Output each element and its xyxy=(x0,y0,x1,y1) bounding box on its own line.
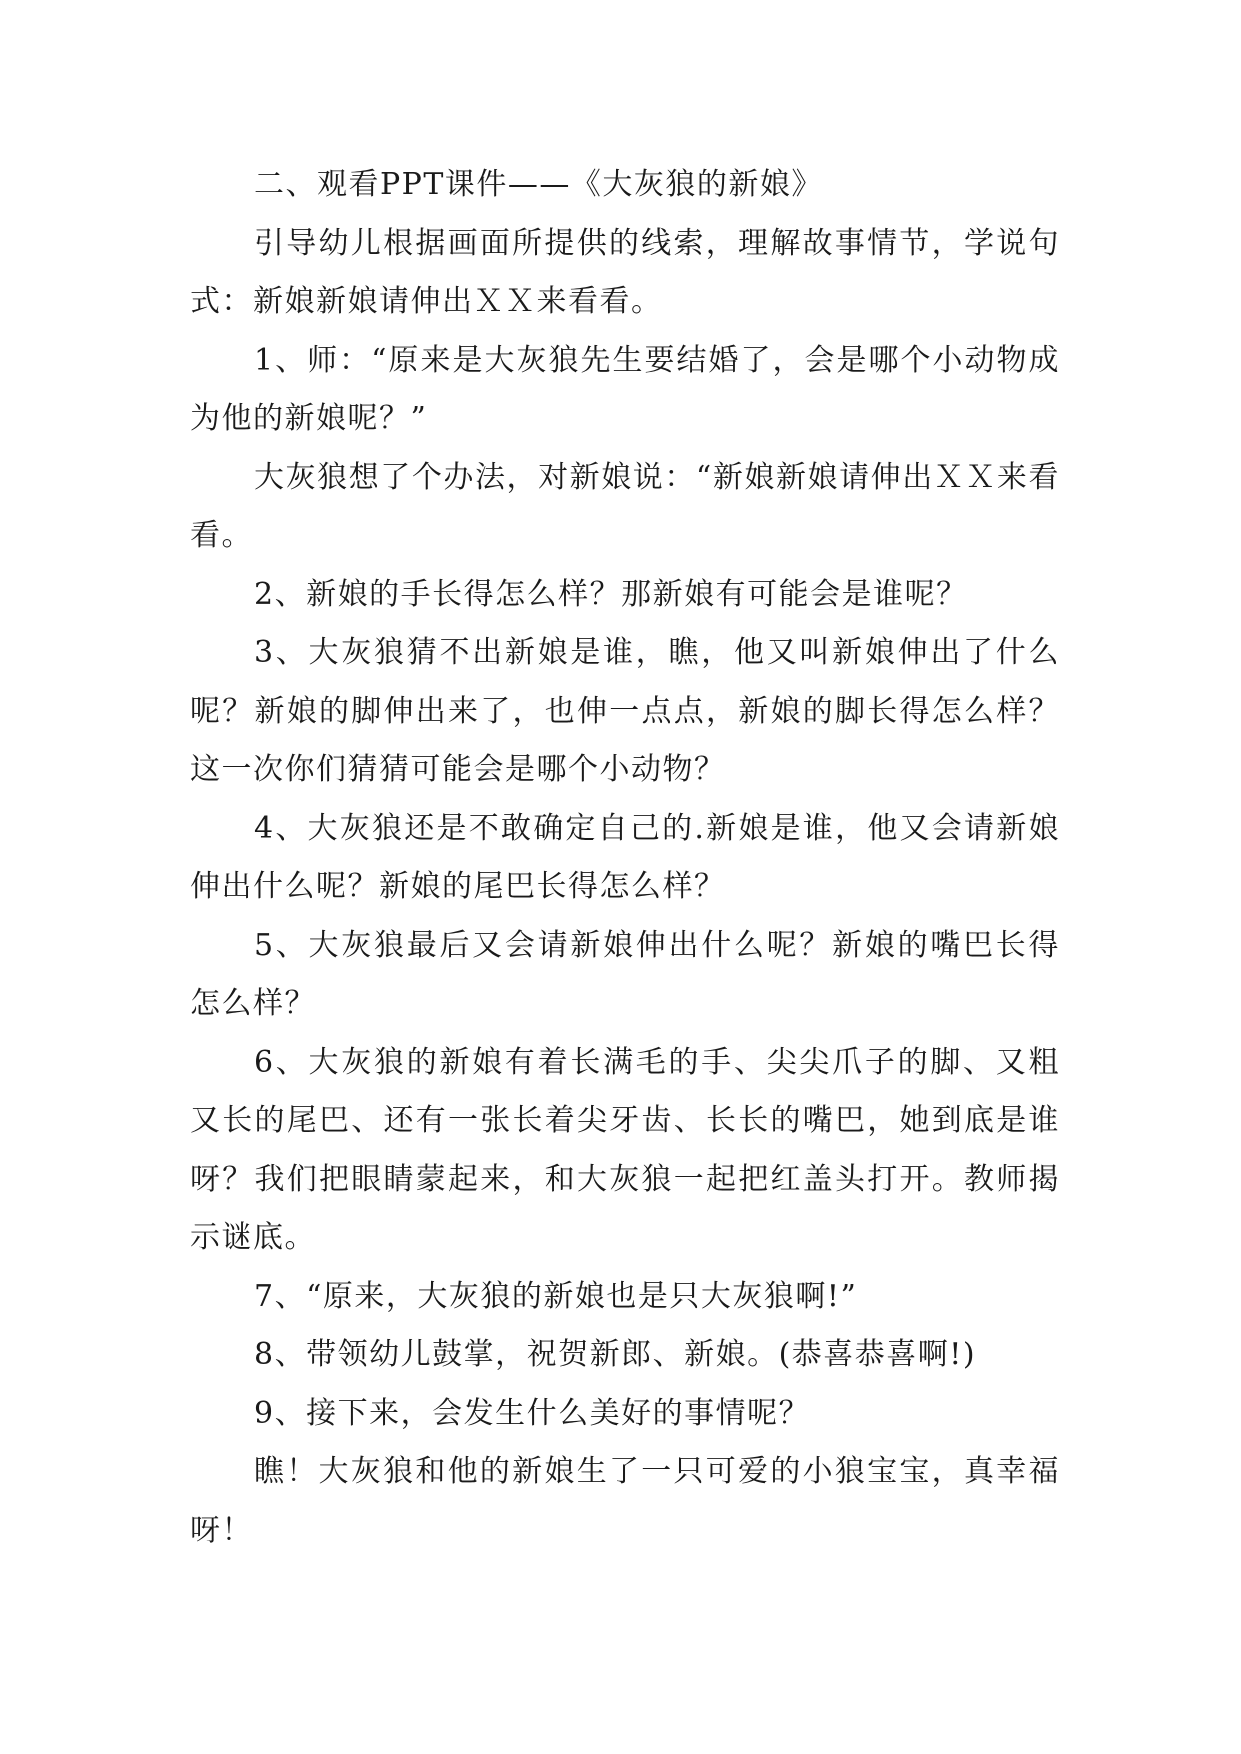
paragraph-step-4: 4、大灰狼还是不敢确定自己的.新娘是谁，他又会请新娘伸出什么呢？新娘的尾巴长得怎么样？ xyxy=(190,810,1060,904)
paragraph-step-7: 7、“原来，大灰狼的新娘也是只大灰狼啊!” xyxy=(254,1278,858,1314)
paragraph-conclusion: 瞧！大灰狼和他的新娘生了一只可爱的小狼宝宝，真幸福呀！ xyxy=(190,1454,1060,1548)
paragraph-step-6: 6、大灰狼的新娘有着长满毛的手、尖尖爪子的脚、又粗又长的尾巴、还有一张长着尖牙齿、长长的嘴巴，她到底是谁呀？我们把眼睛蒙起来，和大灰狼一起把红盖头打开。教师揭示谜底。 xyxy=(190,1044,1060,1255)
paragraph-intro: 引导幼儿根据画面所提供的线索，理解故事情节，学说句式：新娘新娘请伸出ＸＸ来看看。 xyxy=(190,225,1060,319)
section-heading: 二、观看PPT课件——《大灰狼的新娘》 xyxy=(254,167,823,202)
document-body xyxy=(190,156,1060,1560)
paragraph-step-8: 8、带领幼儿鼓掌，祝贺新郎、新娘。(恭喜恭喜啊!) xyxy=(254,1337,977,1372)
paragraph-step-3: 3、大灰狼猜不出新娘是谁，瞧，他又叫新娘伸出了什么呢？新娘的脚伸出来了，也伸一点点，新娘的脚长得怎么样？这一次你们猜猜可能会是哪个小动物？ xyxy=(190,635,1060,787)
paragraph-step-1: 1、师：“原来是大灰狼先生要结婚了，会是哪个小动物成为他的新娘呢？” xyxy=(190,342,1060,436)
paragraph-step-2: 2、新娘的手长得怎么样？那新娘有可能会是谁呢？ xyxy=(254,576,968,612)
paragraph-step-1-detail: 大灰狼想了个办法，对新娘说：“新娘新娘请伸出ＸＸ来看看。 xyxy=(190,459,1060,553)
paragraph-step-9: 9、接下来，会发生什么美好的事情呢？ xyxy=(254,1395,811,1431)
paragraph-step-5: 5、大灰狼最后又会请新娘伸出什么呢？新娘的嘴巴长得怎么样？ xyxy=(190,927,1060,1021)
